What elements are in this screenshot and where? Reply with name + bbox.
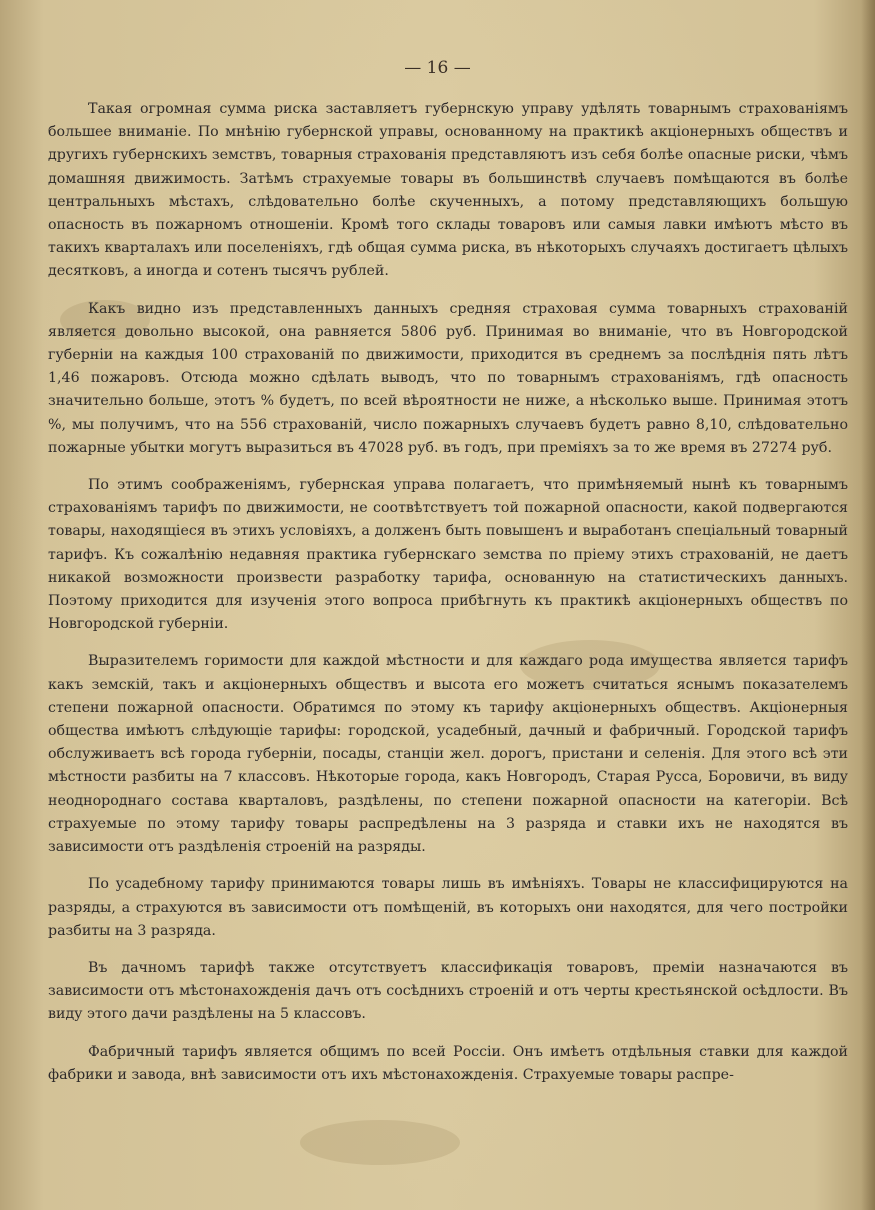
page-number: — 16 — <box>404 58 471 78</box>
paragraph-4: Выразителемъ горимости для каждой мѣстности и для каждаго рода имущества является тарифъ какъ земскій, такъ и акціонерныхъ обществъ и высота его можетъ считаться яснымъ показателемъ степени пожарной опасности. Обратимся по этому къ тарифу акціонерныхъ обществъ. Акціонерныя общества имѣютъ слѣдующіе тарифы: городской, усадебный, дачный и фабричный. Городской тарифъ обслуживаетъ всѣ города губерніи, посады, станціи жел. дорогъ, пристани и селенія. Для этого всѣ эти мѣстности разбиты на 7 классовъ. Нѣкоторые города, какъ Новгородъ, Старая Русса, Боровичи, въ виду неоднороднаго состава кварталовъ, раздѣлены, по степени пожарной опасности на категоріи. Всѣ страхуемые по этому тарифу товары распредѣлены на 3 разряда и ставки ихъ не находятся въ зависимости отъ раздѣленія строеній на разряды. <box>48 653 848 856</box>
paragraph-5: По усадебному тарифу принимаются товары лишь въ имѣніяхъ. Товары не классифицируются на разряды, а страхуются въ зависимости отъ помѣщеній, въ которыхъ они находятся, для чего постройки разбиты на 3 разряда. <box>48 876 848 939</box>
paragraph-7: Фабричный тарифъ является общимъ по всей Россіи. Онъ имѣетъ отдѣльныя ставки для каждой фабрики и завода, внѣ зависимости отъ ихъ мѣстонахожденія. Страхуемые товары распре- <box>48 1043 848 1083</box>
paper-stain <box>300 1120 460 1165</box>
paragraph-2: Какъ видно изъ представленныхъ данныхъ средняя страховая сумма товарныхъ страхованій является довольно высокой, она равняется 5806 руб. Принимая во вниманіе, что въ Новгородской губерніи на каждыя 100 страхованій по движимости, приходится въ среднемъ за послѣднія пять лѣтъ 1,46 пожаровъ. Отсюда можно сдѣлать выводъ, что по товарнымъ страхованіямъ, гдѣ опасность значительно больше, этотъ % будетъ, по всей вѣроятности не ниже, а нѣсколько выше. Принимая этотъ %, мы получимъ, что на 556 страхованій, число пожарныхъ случаевъ будетъ равно 8,10, слѣдовательно пожарные убытки могутъ выразиться въ 47028 руб. въ годъ, при преміяхъ за то же время въ 27274 руб. <box>48 300 848 456</box>
paragraph-6: Въ дачномъ тарифѣ также отсутствуетъ классификація товаровъ, преміи назначаются въ зависимости отъ мѣстонахожденія дачъ отъ сосѣднихъ строеній и отъ черты крестьянской осѣдлости. Въ виду этого дачи раздѣлены на 5 классовъ. <box>48 959 848 1023</box>
body-text <box>48 98 848 1101</box>
paragraph-1: Такая огромная сумма риска заставляетъ губернскую управу удѣлять товарнымъ страхованіямъ большее вниманіе. По мнѣнію губернской управы, основанному на практикѣ акціонерныхъ обществъ и другихъ губернскихъ земствъ, товарныя страхованія представляютъ изъ себя болѣе опасные риски, чѣмъ домашняя движимость. Затѣмъ страхуемые товары въ большинствѣ случаевъ помѣщаются въ болѣе центральныхъ мѣстахъ, слѣдовательно болѣе скученныхъ, а потому представляющихъ большую опасность въ пожарномъ отношеніи. Кромѣ того склады товаровъ или самыя лавки имѣютъ мѣсто въ такихъ кварталахъ или поселеніяхъ, гдѣ общая сумма риска, въ нѣкоторыхъ случаяхъ достигаетъ цѣлыхъ десятковъ, а иногда и сотенъ тысячъ рублей. <box>48 101 848 280</box>
paragraph-3: По этимъ соображеніямъ, губернская управа полагаетъ, что примѣняемый нынѣ къ товарнымъ страхованіямъ тарифъ по движимости, не соотвѣтствуетъ той пожарной опасности, какой подвергаются товары, находящіеся въ этихъ условіяхъ, а долженъ быть повышенъ и выработанъ спеціальный товарный тарифъ. Къ сожалѣнію недавняя практика губернскаго земства по пріему этихъ страхованій, не даетъ никакой возможности произвести разработку тарифа, основанную на статистическихъ данныхъ. Поэтому приходится для изученія этого вопроса прибѣгнуть къ практикѣ акціонерныхъ обществъ по Новгородской губерніи. <box>48 477 848 633</box>
